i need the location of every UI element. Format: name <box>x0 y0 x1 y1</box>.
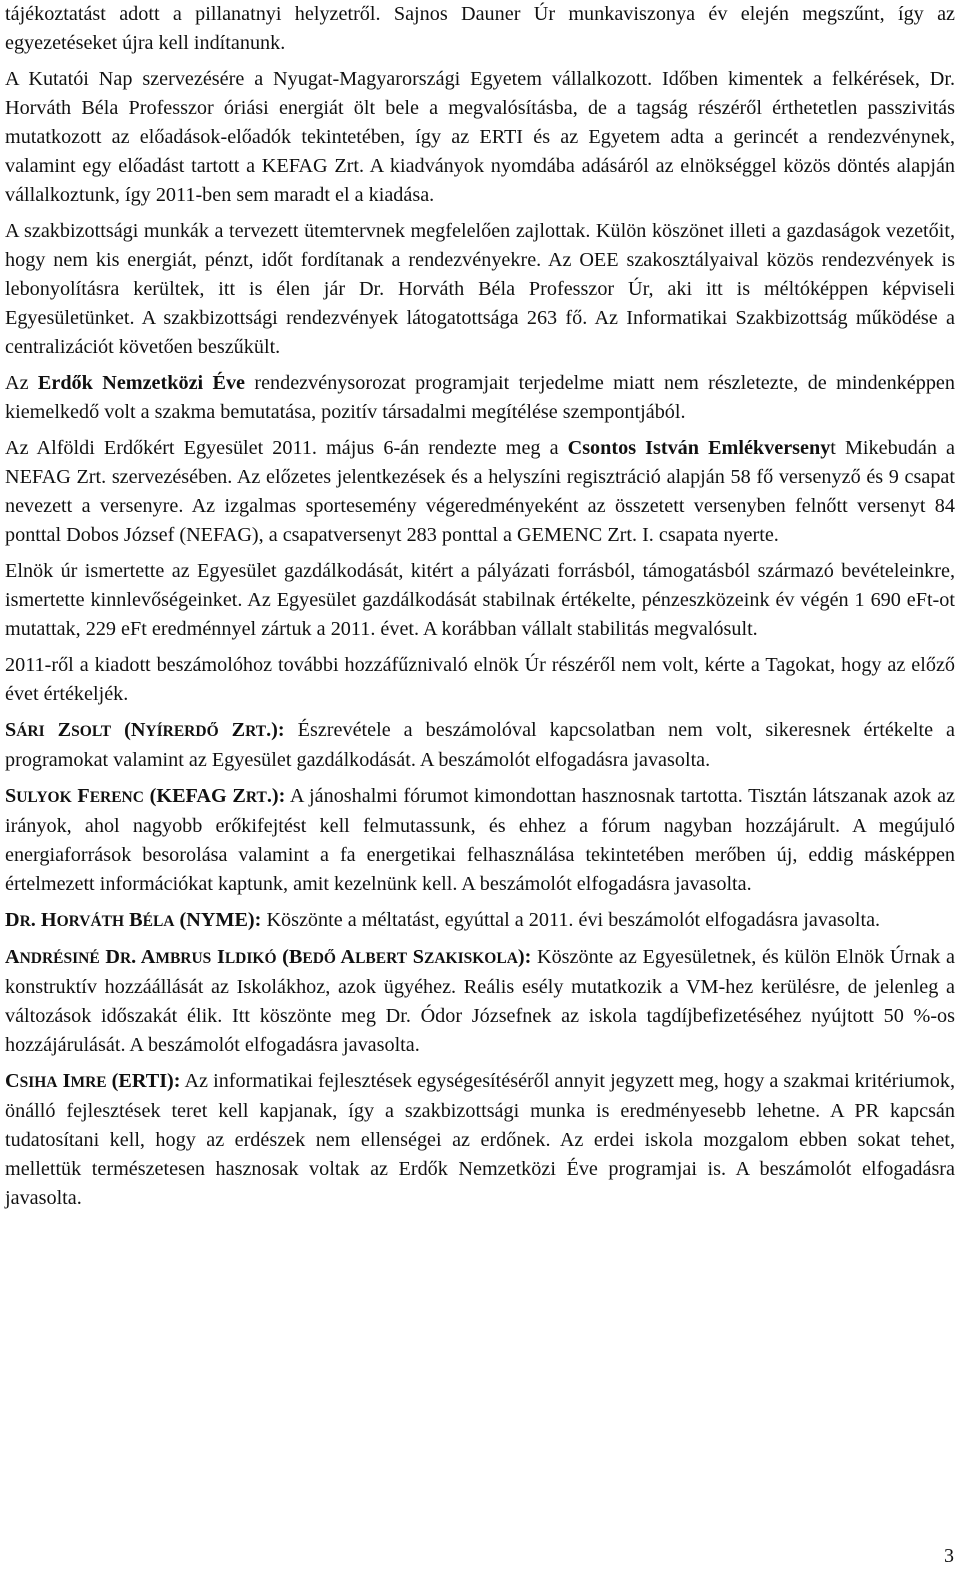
paragraph-3: A szakbizottsági munkák a tervezett ütemtervnek megfelelően zajlottak. Külön köszönet illeti a gazdaságok vezetőit, hogy nem kis energiát, pénzt, időt fordítanak a rendezvényekre. Az OEE szakosztályaival közös rendezvények is lebonyolításra kerültek, itt is élen jár Dr. Horváth Béla Professzor Úr, aki itt is méltóképpen képviseli Egyesületünket. A szakbizottsági rendezvények látogatottsága 263 fő. Az Informatikai Szakbizottság működése a centralizációt követően beszűkült. <box>5 220 955 358</box>
document-page <box>5 0 955 1220</box>
paragraph-10-text: Köszönte a méltatást, egyúttal a 2011. évi beszámolót elfogadásra javasolta. <box>261 909 881 931</box>
paragraph-6: Elnök úr ismertette az Egyesület gazdálkodását, kitért a pályázati forrásból, támogatásból származó bevételeinkre, ismertette kinnlevőségeinket. Az Egyesület gazdálkodását stabilnak értékelte, pénzeszközeink év végén 1 690 eFt-ot mutattak, 229 eFt eredménnyel zártuk a 2011. évet. A korábban vállalt stabilitás megvalósult. <box>5 560 955 640</box>
paragraph-9 <box>5 782 955 899</box>
paragraph-5-post: t Mikebudán a NEFAG Zrt. szervezésében. Az előzetes jelentkezések és a helyszíni regisztráció alapján 58 fő versenyző és 9 csapat nevezett a versenyre. Az izgalmas sportesemény végeredményeként az összetett versenyben felnőtt versenyt 84 ponttal Dobos József (NEFAG), a csapatversenyt 283 ponttal a GEMENC Zrt. I. csapata nyerte. <box>5 437 955 546</box>
paragraph-5-pre: Az Alföldi Erdőkért Egyesület 2011. május 6-án rendezte meg a <box>5 437 568 459</box>
paragraph-5-bold: Csontos István Emlékverseny <box>567 437 831 459</box>
paragraph-9-text: A jánoshalmi fórumot kimondottan hasznosnak tartotta. Tisztán látszanak azok az irányok, ahol nagyobb erőkifejtést kell felmutassunk, és ehhez a fórum nagyban hozzájárult. A megújuló energiaforrások besorolása valamint a fa energetikai felhasználása tekintetében merőben új, eddig másképpen értelmezett információkat kaptunk, amit kezelnünk kell. A beszámolót elfogadásra javasolta. <box>5 785 956 895</box>
paragraph-8 <box>5 716 955 775</box>
paragraph-4-bold: Erdők Nemzetközi Éve <box>37 372 246 394</box>
paragraph-10 <box>5 906 955 936</box>
speaker-name: ANDRÉSINÉ DR. AMBRUS ILDIKÓ (BEDŐ ALBERT SZAKISKOLA): <box>5 946 532 968</box>
paragraph-4-post: rendezvénysorozat programjait terjedelme miatt nem részletezte, de mindenképpen kiemelkedő volt a szakma bemutatása, pozitív társadalmi megítélése szempontjából. <box>5 372 955 423</box>
speaker-name: SÁRI ZSOLT (NYÍRERDŐ ZRT.): <box>5 719 285 741</box>
speaker-name: SULYOK FERENC (KEFAG ZRT.): <box>5 785 286 807</box>
speaker-name: CSIHA IMRE (ERTI): <box>5 1070 181 1092</box>
paragraph-7: 2011-ről a kiadott beszámolóhoz további hozzáfűznivaló elnök Úr részéről nem volt, kérte a Tagokat, hogy az előző évet értékeljék. <box>5 654 955 705</box>
paragraph-2: A Kutatói Nap szervezésére a Nyugat-Magyarországi Egyetem vállalkozott. Időben kimentek a felkérések, Dr. Horváth Béla Professzor óriási energiát ölt bele a megvalósításba, de a tagság részéről érthetetlen passzivitás mutatkozott az előadások-előadók tekintetében, így az ERTI és az Egyetem adta a gerincét a rendezvénynek, valamint egy előadást tartott a KEFAG Zrt. A kiadványok nyomdába adásáról az elnökséggel közös döntés alapján vállalkoztunk, így 2011-ben sem maradt el a kiadása. <box>5 68 955 206</box>
paragraph-1: tájékoztatást adott a pillanatnyi helyzetről. Sajnos Dauner Úr munkaviszonya év elején megszűnt, így az egyezetéseket újra kell indítanunk. <box>5 3 955 54</box>
paragraph-11 <box>5 943 955 1060</box>
paragraph-12 <box>5 1067 955 1213</box>
paragraph-11-text: Köszönte az Egyesületnek, és külön Elnök Úrnak a konstruktív hozzáállását az Iskolákhoz, azok ügyéhez. Reális esély mutatkozik a VM-hez kerülésre, de jelenleg a változások időszakát élik. Itt köszönte meg Dr. Ódor Józsefnek az iskola tagdíjbefizetéséhez nyújtott 50 %-os hozzájárulását. A beszámolót elfogadásra javasolta. <box>5 946 956 1056</box>
paragraph-4 <box>5 369 955 427</box>
paragraph-4-pre: Az <box>5 372 38 394</box>
paragraph-12-text: Az informatikai fejlesztések egységesítéséről annyit jegyzett meg, hogy a szakmai kritériumok, önálló fejlesztések teret kell kapjanak, így a szakbizottsági munka is eredményesebb lehetne. A PR kapcsán tudatosítani kell, hogy az erdészek nem ellenségei az erdőnek. Az erdei iskola mozgalom ebben sokat tehet, mellettük természetesen hasznosak voltak az Erdők Nemzetközi Éve programjai is. A beszámolót elfogadásra javasolta. <box>5 1070 955 1209</box>
speaker-name: DR. HORVÁTH BÉLA (NYME): <box>5 909 262 931</box>
paragraph-8-text: Észrevétele a beszámolóval kapcsolatban nem volt, sikeresnek értékelte a programokat valamint az Egyesület gazdálkodását. A beszámolót elfogadásra javasolta. <box>5 719 956 771</box>
paragraph-5 <box>5 434 955 550</box>
page-number: 3 <box>944 1545 954 1567</box>
